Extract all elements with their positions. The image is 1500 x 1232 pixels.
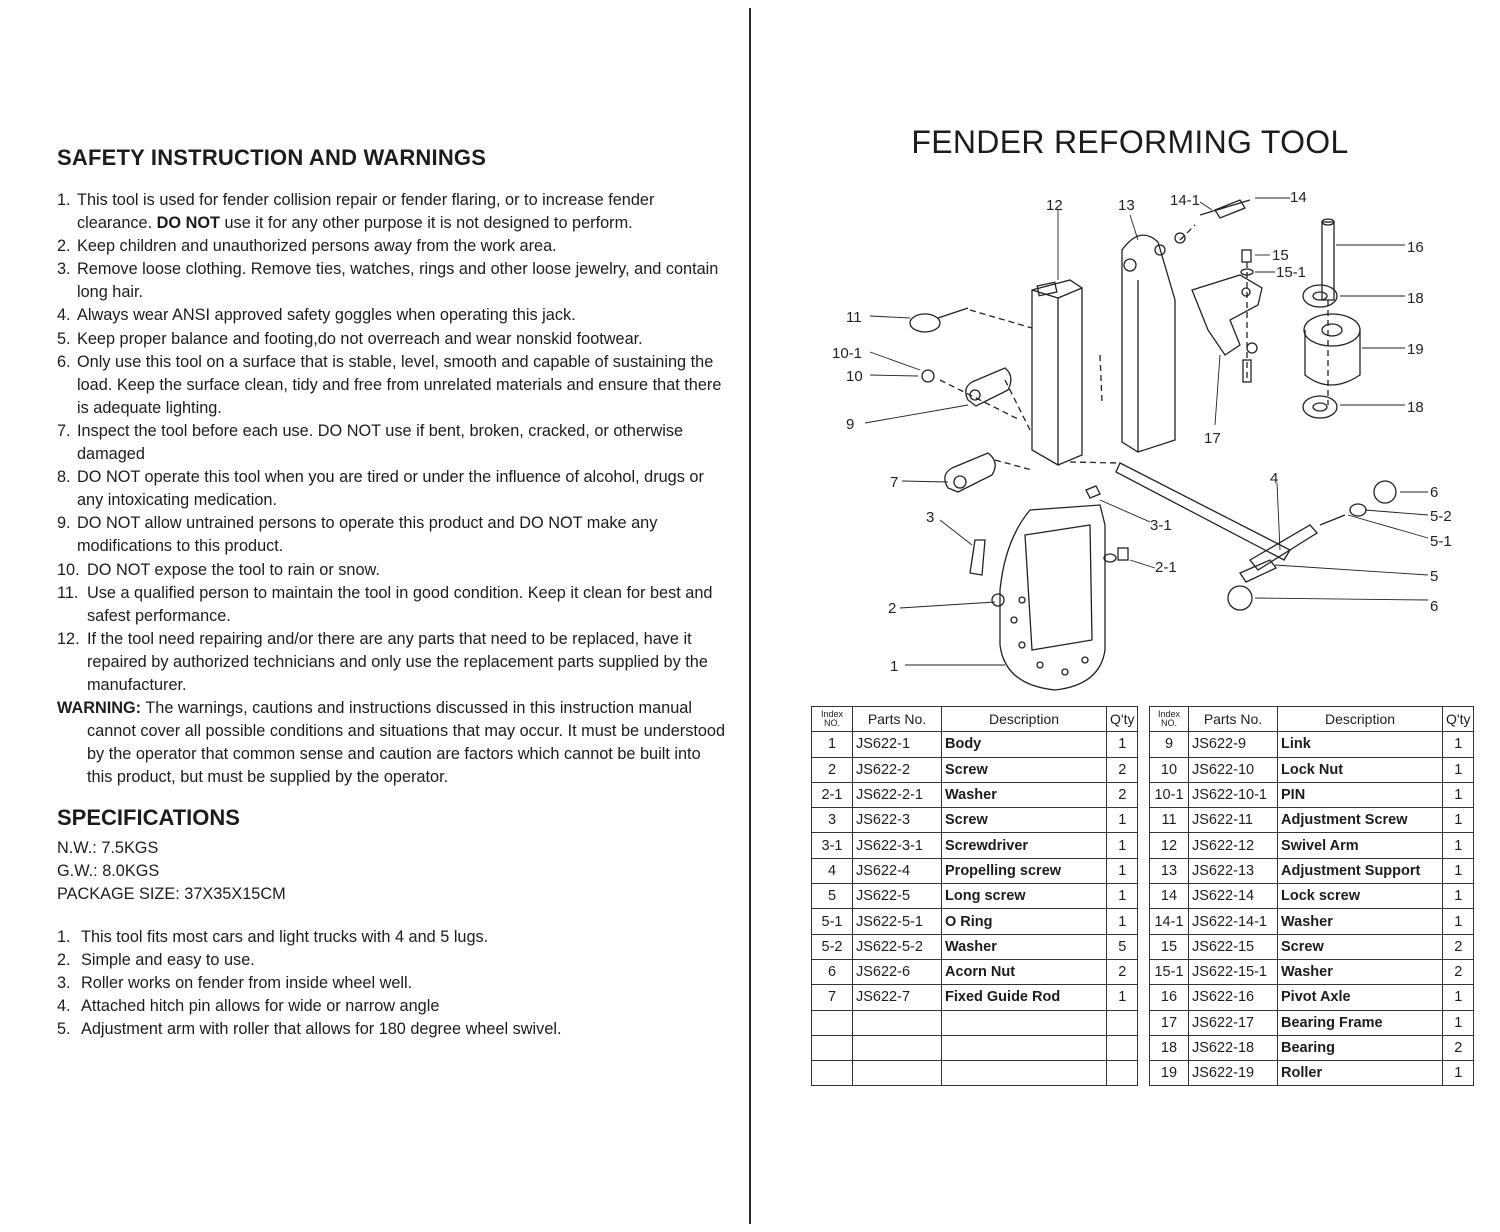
item-text: DO NOT <box>156 214 220 233</box>
table-row <box>812 782 1138 807</box>
qty-cell: 5 <box>1107 934 1138 959</box>
safety-item <box>57 512 729 558</box>
table-row <box>812 1061 1138 1086</box>
table-row <box>1150 1035 1474 1060</box>
parts-no-cell: JS622-5 <box>853 884 942 909</box>
callout-label: 15-1 <box>1276 264 1307 281</box>
callout-label: 17 <box>1204 430 1221 447</box>
qty-cell <box>1107 1061 1138 1086</box>
qty-cell: 1 <box>1443 732 1474 757</box>
table-row <box>812 884 1138 909</box>
roller-shape <box>1305 330 1360 385</box>
table-row <box>812 757 1138 782</box>
description-cell: Bearing Frame <box>1278 1010 1443 1035</box>
table-row <box>1150 934 1474 959</box>
spec-package-size: PACKAGE SIZE: 37X35X15CM <box>57 885 286 904</box>
qty-cell: 1 <box>1443 782 1474 807</box>
parts-no-cell: JS622-13 <box>1189 858 1278 883</box>
index-cell: 14-1 <box>1150 909 1189 934</box>
qty-cell: 1 <box>1443 833 1474 858</box>
parts-no-cell: JS622-15 <box>1189 934 1278 959</box>
description-cell: Body <box>942 732 1107 757</box>
parts-no-cell: JS622-10 <box>1189 757 1278 782</box>
index-cell <box>812 1061 853 1086</box>
feature-item <box>57 949 729 972</box>
safety-item <box>57 466 729 512</box>
description-cell: Washer <box>942 782 1107 807</box>
callout-label: 3-1 <box>1150 517 1172 534</box>
description-cell: O Ring <box>942 909 1107 934</box>
parts-no-cell: JS622-9 <box>1189 732 1278 757</box>
index-cell: 13 <box>1150 858 1189 883</box>
warning-text: The warnings, cautions and instructions discussed in this instruction manual cannot cover all possible conditions and situations that may occur. It must be understood by the operator that common sense and caution are factors which cannot be built into this product, but must be supplied by the operator. <box>87 699 726 787</box>
parts-no-cell: JS622-7 <box>853 985 942 1010</box>
callout-label: 12 <box>1046 197 1063 214</box>
table-row <box>1150 858 1474 883</box>
index-cell: 6 <box>812 959 853 984</box>
qty-cell: 1 <box>1443 1061 1474 1086</box>
index-cell: 10 <box>1150 757 1189 782</box>
feature-item <box>57 1018 729 1041</box>
description-cell: PIN <box>1278 782 1443 807</box>
description-cell: Adjustment Support <box>1278 858 1443 883</box>
feature-text: This tool fits most cars and light trucks with 4 and 5 lugs. <box>81 928 489 947</box>
description-cell: Washer <box>942 934 1107 959</box>
parts-no-header: Parts No. <box>1189 707 1278 732</box>
index-cell: 5-1 <box>812 909 853 934</box>
feature-text: Roller works on fender from inside wheel well. <box>81 974 413 993</box>
index-cell: 17 <box>1150 1010 1189 1035</box>
index-cell: 2 <box>812 757 853 782</box>
callout-label: 7 <box>890 474 899 491</box>
item-text: Use a qualified person to maintain the tool in good condition. Keep it clean for best and safest performance. <box>87 583 713 625</box>
callout-label: 5 <box>1430 568 1439 585</box>
feature-item <box>57 995 729 1018</box>
qty-cell: 1 <box>1443 1010 1474 1035</box>
feature-number: 2. <box>57 951 71 970</box>
qty-cell: 2 <box>1443 934 1474 959</box>
parts-no-cell: JS622-19 <box>1189 1061 1278 1086</box>
qty-cell <box>1107 1035 1138 1060</box>
adjustment-support-shape <box>1122 235 1175 452</box>
index-cell: 3 <box>812 808 853 833</box>
qty-cell: 1 <box>1443 884 1474 909</box>
description-cell <box>942 1035 1107 1060</box>
table-row <box>812 1035 1138 1060</box>
safety-item <box>57 582 729 628</box>
index-cell <box>812 1010 853 1035</box>
index-cell: 5-2 <box>812 934 853 959</box>
index-cell: 3-1 <box>812 833 853 858</box>
warning-label: WARNING: <box>57 699 142 718</box>
parts-no-cell: JS622-5-2 <box>853 934 942 959</box>
safety-item <box>57 328 729 351</box>
description-header: Description <box>1278 707 1443 732</box>
item-number: 5. <box>57 329 71 348</box>
callout-label: 15 <box>1272 247 1289 264</box>
parts-no-cell: JS622-3-1 <box>853 833 942 858</box>
table-row <box>812 959 1138 984</box>
table-row <box>812 808 1138 833</box>
table-row <box>1150 808 1474 833</box>
item-number: 8. <box>57 468 71 487</box>
description-cell: Screwdriver <box>942 833 1107 858</box>
index-cell: 12 <box>1150 833 1189 858</box>
feature-number: 1. <box>57 928 71 947</box>
qty-cell <box>1107 1010 1138 1035</box>
callout-label: 6 <box>1430 598 1439 615</box>
parts-no-cell: JS622-6 <box>853 959 942 984</box>
index-cell: 18 <box>1150 1035 1189 1060</box>
description-cell: Roller <box>1278 1061 1443 1086</box>
table-header-row <box>812 707 1138 732</box>
table-row <box>1150 732 1474 757</box>
propelling-screw-shape <box>1116 463 1290 560</box>
callout-label: 18 <box>1407 290 1424 307</box>
parts-no-cell: JS622-3 <box>853 808 942 833</box>
qty-cell: 2 <box>1443 1035 1474 1060</box>
description-cell: Lock Nut <box>1278 757 1443 782</box>
qty-cell: 2 <box>1107 757 1138 782</box>
callout-label: 19 <box>1407 341 1424 358</box>
item-text: This tool is used for fender collision repair or fender flaring, or to increase fender clearance. <box>77 191 655 233</box>
diagram-callout-labels <box>832 189 1452 675</box>
qty-cell: 1 <box>1107 909 1138 934</box>
parts-no-cell: JS622-17 <box>1189 1010 1278 1035</box>
item-text: If the tool need repairing and/or there are any parts that need to be replaced, have it repaired by authorized technicians and only use the replacement parts supplied by the manufacturer. <box>87 629 708 694</box>
qty-cell: 1 <box>1443 808 1474 833</box>
item-text: DO NOT operate this tool when you are tired or under the influence of alcohol, drugs or any intoxicating medication. <box>77 468 704 510</box>
feature-number: 5. <box>57 1020 71 1039</box>
parts-no-cell: JS622-18 <box>1189 1035 1278 1060</box>
item-number: 2. <box>57 237 71 256</box>
callout-label: 10 <box>846 368 863 385</box>
description-cell: Long screw <box>942 884 1107 909</box>
item-text: Only use this tool on a surface that is stable, level, smooth and capable of sustaining the load. Keep the surface clean, tidy and free from unrelated materials and ensure that there is adequate lighting. <box>77 352 722 417</box>
qty-cell: 2 <box>1107 959 1138 984</box>
table-row <box>1150 884 1474 909</box>
callout-label: 9 <box>846 416 855 433</box>
callout-label: 11 <box>846 309 862 326</box>
callout-label: 16 <box>1407 239 1424 256</box>
specifications-heading: SPECIFICATIONS <box>57 805 240 831</box>
index-cell: 11 <box>1150 808 1189 833</box>
safety-item <box>57 628 729 697</box>
index-cell: 2-1 <box>812 782 853 807</box>
item-number: 12. <box>57 629 80 648</box>
feature-text: Simple and easy to use. <box>81 951 255 970</box>
description-cell: Screw <box>942 757 1107 782</box>
page-divider <box>749 8 751 1224</box>
swivel-arm-shape <box>1032 280 1082 465</box>
qty-cell: 1 <box>1443 909 1474 934</box>
callout-label: 10-1 <box>832 345 863 362</box>
index-cell: 10-1 <box>1150 782 1189 807</box>
index-cell: 19 <box>1150 1061 1189 1086</box>
table-row <box>812 1010 1138 1035</box>
item-number: 4. <box>57 306 71 325</box>
specifications-list <box>57 837 729 906</box>
safety-item <box>57 189 729 235</box>
item-number: 7. <box>57 421 71 440</box>
safety-item <box>57 420 729 466</box>
description-cell: Screw <box>1278 934 1443 959</box>
description-cell: Washer <box>1278 909 1443 934</box>
callout-label: 13 <box>1118 197 1135 214</box>
left-page <box>57 145 729 1041</box>
table-row <box>812 985 1138 1010</box>
callout-label: 3 <box>926 509 935 526</box>
description-cell: Washer <box>1278 959 1443 984</box>
parts-no-cell: JS622-2-1 <box>853 782 942 807</box>
description-cell: Bearing <box>1278 1035 1443 1060</box>
index-cell: 7 <box>812 985 853 1010</box>
safety-list <box>57 189 729 697</box>
table-header-row <box>1150 707 1474 732</box>
table-row <box>812 909 1138 934</box>
qty-cell: 1 <box>1107 732 1138 757</box>
description-cell: Swivel Arm <box>1278 833 1443 858</box>
item-text: Inspect the tool before each use. DO NOT use if bent, broken, cracked, or otherwise damaged <box>77 421 684 464</box>
item-text: use it for any other purpose it is not designed to perform. <box>219 214 633 233</box>
parts-no-cell: JS622-16 <box>1189 985 1278 1010</box>
qty-cell: 1 <box>1107 884 1138 909</box>
description-cell <box>942 1010 1107 1035</box>
callout-label: 4 <box>1270 470 1279 487</box>
description-cell: Pivot Axle <box>1278 985 1443 1010</box>
table-row <box>1150 1010 1474 1035</box>
index-cell: 15 <box>1150 934 1189 959</box>
table-row <box>812 732 1138 757</box>
exploded-parts-diagram <box>800 180 1490 695</box>
item-text: Keep children and unauthorized persons away from the work area. <box>77 237 557 256</box>
item-number: 3. <box>57 260 71 279</box>
parts-no-cell: JS622-11 <box>1189 808 1278 833</box>
parts-no-cell <box>853 1061 942 1086</box>
parts-no-cell: JS622-14 <box>1189 884 1278 909</box>
item-text: Keep proper balance and footing,do not overreach and wear nonskid footwear. <box>77 329 643 348</box>
index-cell: 16 <box>1150 985 1189 1010</box>
feature-text: Attached hitch pin allows for wide or narrow angle <box>81 997 440 1016</box>
callout-label: 6 <box>1430 484 1439 501</box>
safety-item <box>57 258 729 304</box>
feature-list <box>57 926 729 1041</box>
callout-label: 5-2 <box>1430 508 1452 525</box>
description-cell: Propelling screw <box>942 858 1107 883</box>
callout-label: 14-1 <box>1170 192 1201 209</box>
index-cell: 15-1 <box>1150 959 1189 984</box>
feature-number: 3. <box>57 974 71 993</box>
safety-item <box>57 351 729 420</box>
qty-cell: 1 <box>1107 833 1138 858</box>
parts-no-cell: JS622-1 <box>853 732 942 757</box>
safety-heading: SAFETY INSTRUCTION AND WARNINGS <box>57 145 487 170</box>
safety-item <box>57 235 729 258</box>
item-text: Always wear ANSI approved safety goggles when operating this jack. <box>77 306 576 325</box>
item-number: 1. <box>57 191 71 209</box>
item-text: DO NOT expose the tool to rain or snow. <box>87 560 380 579</box>
parts-no-cell: JS622-15-1 <box>1189 959 1278 984</box>
item-number: 9. <box>57 514 71 533</box>
item-number: 10. <box>57 560 80 579</box>
callout-label: 2 <box>888 600 897 617</box>
description-cell: Lock screw <box>1278 884 1443 909</box>
parts-no-cell: JS622-4 <box>853 858 942 883</box>
index-cell: 14 <box>1150 884 1189 909</box>
description-cell: Screw <box>942 808 1107 833</box>
feature-number: 4. <box>57 997 71 1016</box>
feature-text: Adjustment arm with roller that allows for 180 degree wheel swivel. <box>81 1020 562 1039</box>
callout-label: 2-1 <box>1155 559 1177 576</box>
parts-no-cell <box>853 1035 942 1060</box>
parts-no-cell <box>853 1010 942 1035</box>
tool-title: FENDER REFORMING TOOL <box>911 124 1349 160</box>
safety-item <box>57 304 729 327</box>
description-cell: Fixed Guide Rod <box>942 985 1107 1010</box>
item-text: Remove loose clothing. Remove ties, watches, rings and other loose jewelry, and contain long hair. <box>77 260 719 302</box>
feature-item <box>57 972 729 995</box>
item-text: DO NOT allow untrained persons to operate this product and DO NOT make any modifications to this product. <box>77 514 658 556</box>
table-row <box>812 858 1138 883</box>
qty-cell: 2 <box>1107 782 1138 807</box>
index-cell: 4 <box>812 858 853 883</box>
table-row <box>1150 1061 1474 1086</box>
index-cell: 9 <box>1150 732 1189 757</box>
index-cell: 5 <box>812 884 853 909</box>
qty-cell: 1 <box>1443 757 1474 782</box>
description-cell: Link <box>1278 732 1443 757</box>
spec-net-weight: N.W.: 7.5KGS <box>57 839 159 858</box>
description-cell <box>942 1061 1107 1086</box>
qty-cell: 1 <box>1107 985 1138 1010</box>
item-number: 11. <box>57 583 79 602</box>
qty-header: Q'ty <box>1443 707 1474 732</box>
callout-label: 14 <box>1290 189 1307 206</box>
index-cell: 1 <box>812 732 853 757</box>
parts-no-cell: JS622-14-1 <box>1189 909 1278 934</box>
parts-table-right <box>1149 706 1474 1086</box>
table-row <box>812 833 1138 858</box>
callout-label: 5-1 <box>1430 533 1452 550</box>
table-row <box>1150 782 1474 807</box>
qty-header: Q'ty <box>1107 707 1138 732</box>
description-header: Description <box>942 707 1107 732</box>
parts-no-cell: JS622-10-1 <box>1189 782 1278 807</box>
table-row <box>1150 757 1474 782</box>
body-plate-inner <box>1025 525 1092 650</box>
qty-cell: 2 <box>1443 959 1474 984</box>
body-plate-shape <box>1000 505 1105 690</box>
parts-table-left <box>811 706 1138 1086</box>
qty-cell: 1 <box>1107 858 1138 883</box>
spec-gross-weight: G.W.: 8.0KGS <box>57 862 160 881</box>
item-number: 6. <box>57 352 71 371</box>
description-cell: Acorn Nut <box>942 959 1107 984</box>
warning-paragraph <box>57 697 729 789</box>
description-cell: Adjustment Screw <box>1278 808 1443 833</box>
parts-no-cell: JS622-5-1 <box>853 909 942 934</box>
index-header: Index NO. <box>812 707 853 732</box>
table-row <box>1150 985 1474 1010</box>
qty-cell: 1 <box>1107 808 1138 833</box>
index-header: Index NO. <box>1150 707 1189 732</box>
parts-no-header: Parts No. <box>853 707 942 732</box>
feature-item <box>57 926 729 949</box>
table-row <box>1150 833 1474 858</box>
safety-item <box>57 559 729 582</box>
parts-no-cell: JS622-12 <box>1189 833 1278 858</box>
table-row <box>812 934 1138 959</box>
parts-no-cell: JS622-2 <box>853 757 942 782</box>
callout-label: 1 <box>890 658 899 675</box>
table-row <box>1150 959 1474 984</box>
callout-label: 18 <box>1407 399 1424 416</box>
qty-cell: 1 <box>1443 858 1474 883</box>
qty-cell: 1 <box>1443 985 1474 1010</box>
table-row <box>1150 909 1474 934</box>
index-cell <box>812 1035 853 1060</box>
